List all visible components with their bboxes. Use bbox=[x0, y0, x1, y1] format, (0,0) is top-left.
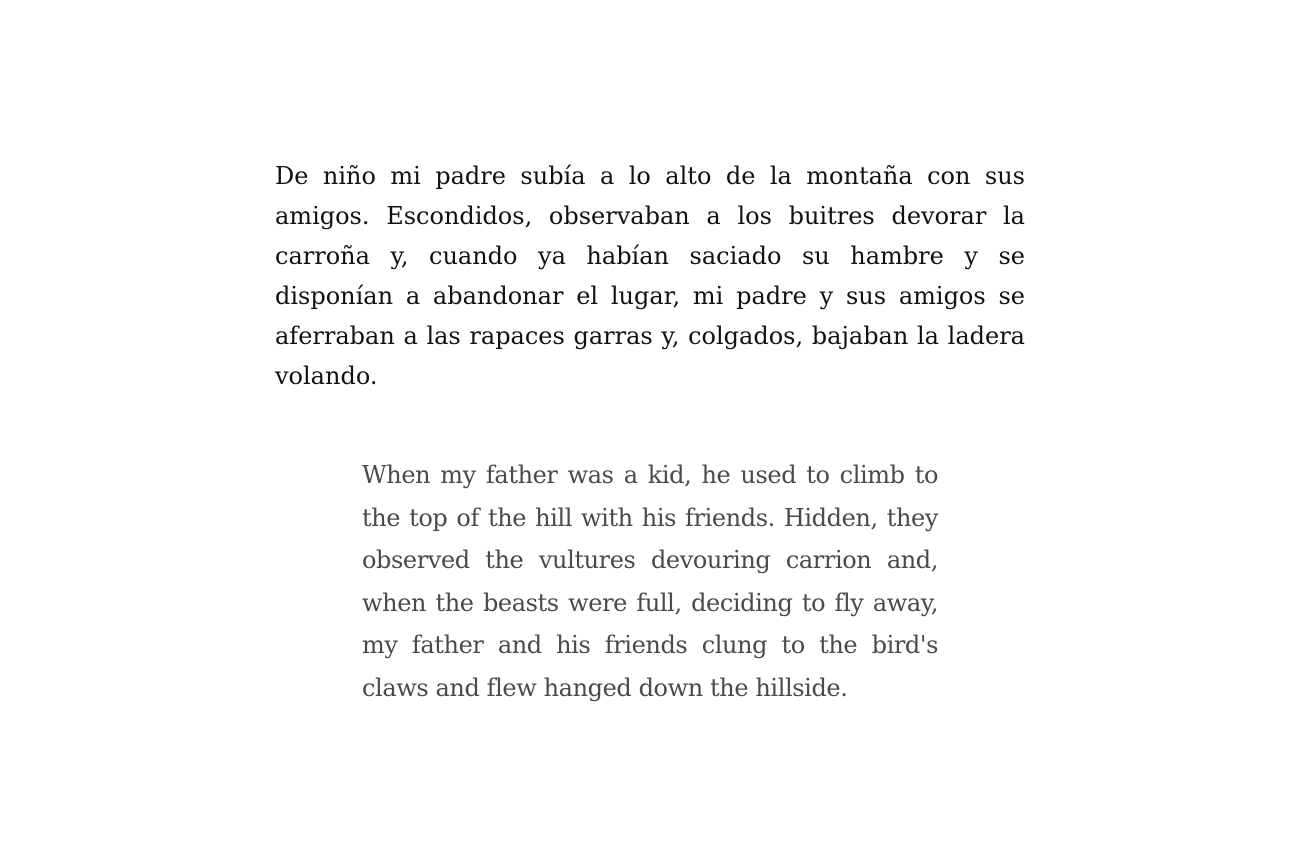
spanish-paragraph: De niño mi padre subía a lo alto de la montaña con sus amigos. Escondidos, observaban a los buitres devorar la carroña y, cuando ya habían saciado su hambre y se disponían a abandonar el lugar, mi padre y sus amigos se aferraban a las rapaces garras y, colgados, bajaban la ladera volando. bbox=[275, 162, 1025, 390]
english-translation-paragraph: When my father was a kid, he used to climb to the top of the hill with his friends. Hidden, they observed the vultures devouring carrion and, when the beasts were full, deciding to fly away, my father and his friends clung to the bird's claws and flew hanged down the hillside. bbox=[362, 461, 938, 702]
